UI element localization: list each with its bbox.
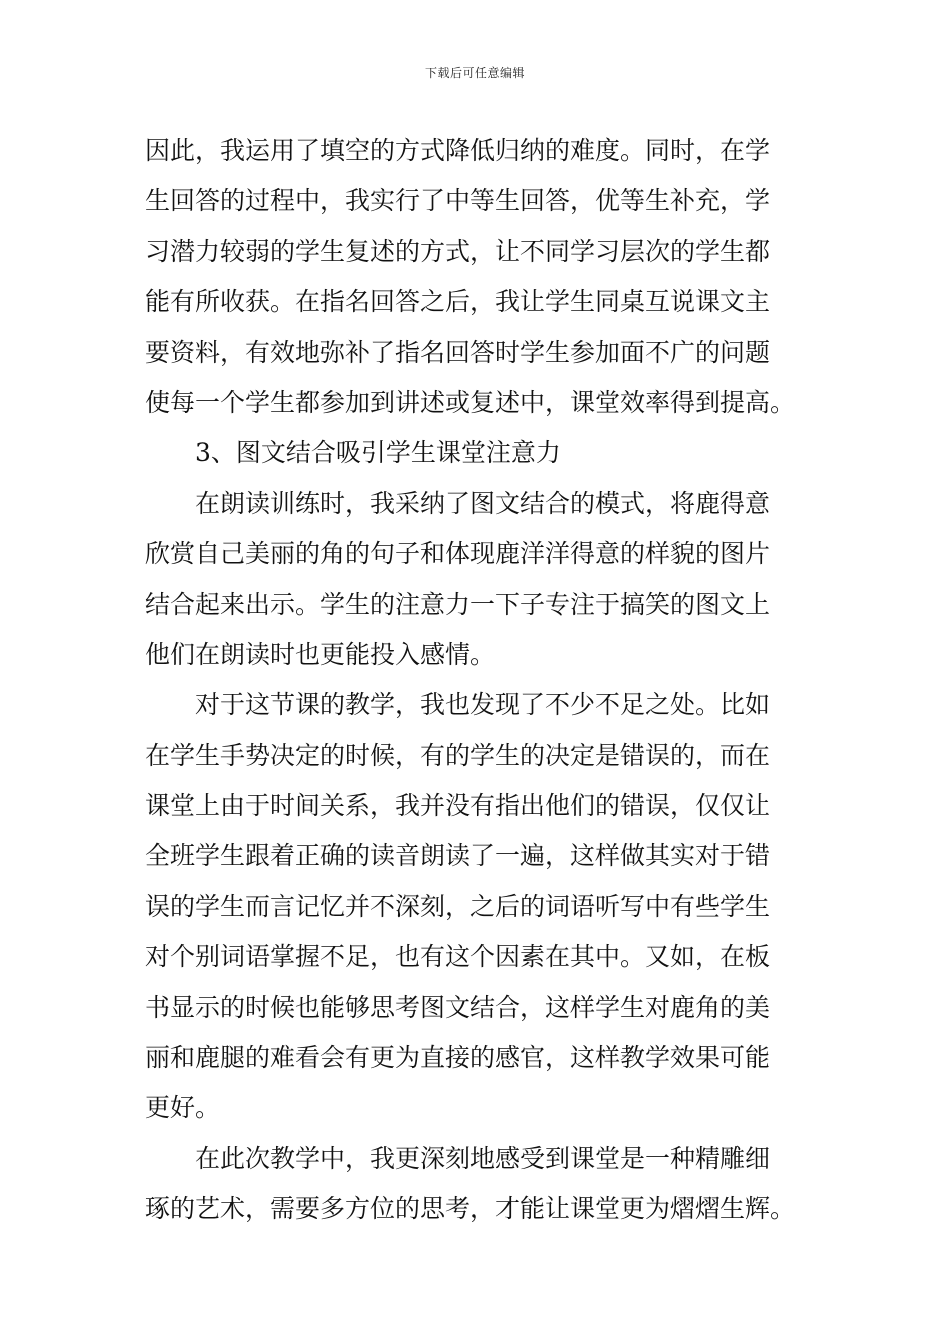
text-line: 要资料，有效地弥补了指名回答时学生参加面不广的问题 [145, 337, 771, 367]
body-text [145, 126, 815, 1235]
text-line: 结合起来出示。学生的注意力一下子专注于搞笑的图文上 [145, 589, 771, 619]
text-line: 全班学生跟着正确的读音朗读了一遍，这样做其实对于错 [145, 841, 771, 871]
text-line: 在此次教学中，我更深刻地感受到课堂是一种精雕细 [195, 1143, 771, 1173]
text-line: 因此，我运用了填空的方式降低归纳的难度。同时，在学 [145, 136, 771, 165]
text-line: 在朗读训练时，我采纳了图文结合的模式，将鹿得意 [195, 488, 771, 518]
text-line: 对于这节课的教学，我也发现了不少不足之处。比如 [195, 690, 771, 720]
text-line: 生回答的过程中，我实行了中等生回答，优等生补充，学 [145, 186, 771, 216]
text-line: 书显示的时候也能够思考图文结合，这样学生对鹿角的美 [145, 992, 771, 1022]
text-line: 习潜力较弱的学生复述的方式，让不同学习层次的学生都 [145, 236, 771, 266]
text-line: 丽和鹿腿的难看会有更为直接的感官，这样教学效果可能 [145, 1043, 771, 1073]
text-line: 能有所收获。在指名回答之后，我让学生同桌互说课文主 [145, 287, 771, 317]
text-line: 3、图文结合吸引学生课堂注意力 [195, 438, 561, 468]
text-line: 更好。 [145, 1093, 221, 1123]
text-line: 课堂上由于时间关系，我并没有指出他们的错误，仅仅让 [145, 791, 771, 821]
text-line: 琢的艺术，需要多方位的思考，才能让课堂更为熠熠生辉。 [145, 1194, 796, 1224]
text-line: 使每一个学生都参加到讲述或复述中，课堂效率得到提高。 [145, 387, 796, 417]
text-line: 误的学生而言记忆并不深刻，之后的词语听写中有些学生 [145, 891, 771, 921]
text-line: 他们在朗读时也更能投入感情。 [145, 639, 496, 669]
text-line: 在学生手势决定的时候，有的学生的决定是错误的，而在 [145, 740, 771, 770]
text-line: 欣赏自己美丽的角的句子和体现鹿洋洋得意的样貌的图片 [145, 539, 771, 569]
page-header: 下载后可任意编辑 [424, 66, 525, 80]
text-line: 对个别词语掌握不足，也有这个因素在其中。又如，在板 [145, 942, 771, 972]
